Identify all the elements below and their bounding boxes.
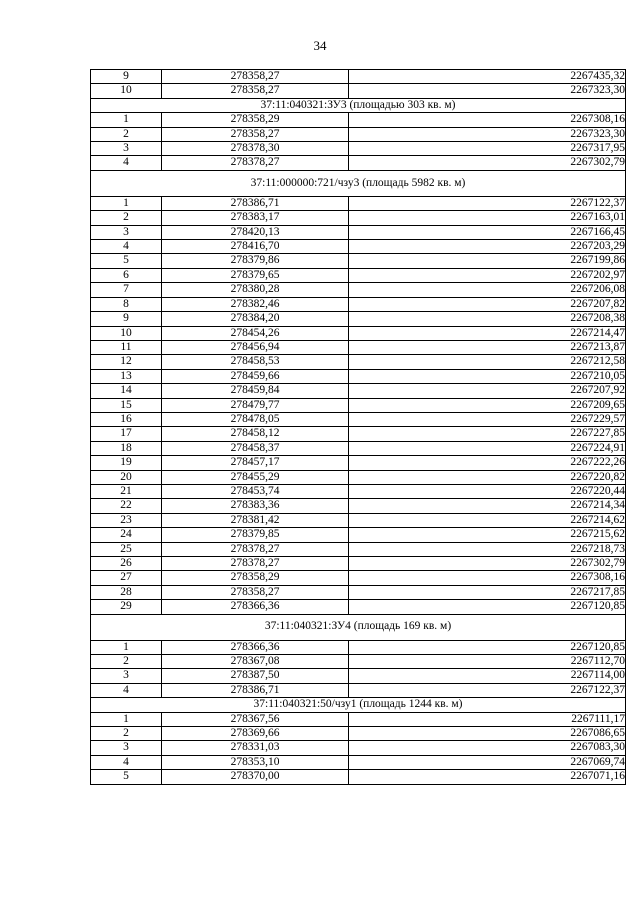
table-row (91, 254, 626, 268)
point-number-cell: 25 (91, 542, 162, 556)
y-coordinate-cell: 2267323,30 (349, 127, 626, 141)
x-coordinate-cell: 278378,27 (162, 557, 349, 571)
table-row (91, 355, 626, 369)
x-coordinate-cell: 278378,27 (162, 156, 349, 170)
point-number-cell: 1 (91, 196, 162, 210)
point-number-cell: 6 (91, 268, 162, 282)
x-coordinate-cell: 278370,00 (162, 770, 349, 784)
point-number-cell: 19 (91, 456, 162, 470)
x-coordinate-cell: 278367,08 (162, 655, 349, 669)
table-row (91, 669, 626, 683)
table-row (91, 268, 626, 282)
x-coordinate-cell: 278457,17 (162, 456, 349, 470)
table-row (91, 398, 626, 412)
x-coordinate-cell: 278458,37 (162, 441, 349, 455)
y-coordinate-cell: 2267122,37 (349, 196, 626, 210)
table-row (91, 283, 626, 297)
point-number-cell: 27 (91, 571, 162, 585)
x-coordinate-cell: 278379,86 (162, 254, 349, 268)
point-number-cell: 7 (91, 283, 162, 297)
section-header-row (91, 614, 626, 640)
point-number-cell: 12 (91, 355, 162, 369)
table-row (91, 225, 626, 239)
point-number-cell: 10 (91, 84, 162, 98)
x-coordinate-cell: 278386,71 (162, 683, 349, 697)
x-coordinate-cell: 278378,30 (162, 142, 349, 156)
x-coordinate-cell: 278455,29 (162, 470, 349, 484)
x-coordinate-cell: 278459,66 (162, 369, 349, 383)
x-coordinate-cell: 278420,13 (162, 225, 349, 239)
table-row (91, 127, 626, 141)
y-coordinate-cell: 2267163,01 (349, 211, 626, 225)
y-coordinate-cell: 2267217,85 (349, 585, 626, 599)
table-row (91, 142, 626, 156)
y-coordinate-cell: 2267071,16 (349, 770, 626, 784)
x-coordinate-cell: 278369,66 (162, 727, 349, 741)
table-row (91, 427, 626, 441)
point-number-cell: 24 (91, 528, 162, 542)
y-coordinate-cell: 2267207,92 (349, 384, 626, 398)
x-coordinate-cell: 278478,05 (162, 412, 349, 426)
x-coordinate-cell: 278358,27 (162, 585, 349, 599)
x-coordinate-cell: 278366,36 (162, 600, 349, 614)
y-coordinate-cell: 2267218,73 (349, 542, 626, 556)
table-row (91, 542, 626, 556)
table-row (91, 484, 626, 498)
table-row (91, 326, 626, 340)
y-coordinate-cell: 2267199,86 (349, 254, 626, 268)
x-coordinate-cell: 278383,17 (162, 211, 349, 225)
point-number-cell: 4 (91, 755, 162, 769)
table-row (91, 470, 626, 484)
point-number-cell: 9 (91, 70, 162, 84)
y-coordinate-cell: 2267210,05 (349, 369, 626, 383)
x-coordinate-cell: 278453,74 (162, 484, 349, 498)
y-coordinate-cell: 2267112,70 (349, 655, 626, 669)
x-coordinate-cell: 278331,03 (162, 741, 349, 755)
y-coordinate-cell: 2267202,97 (349, 268, 626, 282)
page-number: 34 (313, 38, 327, 53)
point-number-cell: 1 (91, 640, 162, 654)
table-row (91, 456, 626, 470)
table-row (91, 557, 626, 571)
x-coordinate-cell: 278358,27 (162, 70, 349, 84)
point-number-cell: 4 (91, 156, 162, 170)
y-coordinate-cell: 2267203,29 (349, 240, 626, 254)
point-number-cell: 13 (91, 369, 162, 383)
table-row (91, 585, 626, 599)
table-row (91, 640, 626, 654)
y-coordinate-cell: 2267114,00 (349, 669, 626, 683)
x-coordinate-cell: 278454,26 (162, 326, 349, 340)
point-number-cell: 9 (91, 312, 162, 326)
table-row (91, 70, 626, 84)
x-coordinate-cell: 278358,29 (162, 113, 349, 127)
y-coordinate-cell: 2267302,79 (349, 557, 626, 571)
table-row (91, 755, 626, 769)
y-coordinate-cell: 2267229,57 (349, 412, 626, 426)
point-number-cell: 14 (91, 384, 162, 398)
point-number-cell: 1 (91, 113, 162, 127)
x-coordinate-cell: 278367,56 (162, 712, 349, 726)
y-coordinate-cell: 2267215,62 (349, 528, 626, 542)
point-number-cell: 2 (91, 727, 162, 741)
table-row (91, 655, 626, 669)
y-coordinate-cell: 2267308,16 (349, 113, 626, 127)
y-coordinate-cell: 2267227,85 (349, 427, 626, 441)
y-coordinate-cell: 2267120,85 (349, 640, 626, 654)
x-coordinate-cell: 278479,77 (162, 398, 349, 412)
x-coordinate-cell: 278358,29 (162, 571, 349, 585)
point-number-cell: 3 (91, 741, 162, 755)
y-coordinate-cell: 2267220,44 (349, 484, 626, 498)
point-number-cell: 2 (91, 127, 162, 141)
point-number-cell: 16 (91, 412, 162, 426)
coordinates-table-body (91, 70, 626, 785)
y-coordinate-cell: 2267120,85 (349, 600, 626, 614)
point-number-cell: 4 (91, 240, 162, 254)
point-number-cell: 5 (91, 254, 162, 268)
section-title: 37:11:000000:721/чзу3 (площадь 5982 кв. м) (91, 170, 626, 196)
y-coordinate-cell: 2267206,08 (349, 283, 626, 297)
point-number-cell: 20 (91, 470, 162, 484)
point-number-cell: 8 (91, 297, 162, 311)
x-coordinate-cell: 278458,12 (162, 427, 349, 441)
table-row (91, 741, 626, 755)
point-number-cell: 22 (91, 499, 162, 513)
x-coordinate-cell: 278386,71 (162, 196, 349, 210)
table-row (91, 297, 626, 311)
section-title: 37:11:040321:ЗУ3 (площадью 303 кв. м) (91, 98, 626, 112)
x-coordinate-cell: 278378,27 (162, 542, 349, 556)
x-coordinate-cell: 278358,27 (162, 84, 349, 98)
y-coordinate-cell: 2267069,74 (349, 755, 626, 769)
table-row (91, 340, 626, 354)
x-coordinate-cell: 278366,36 (162, 640, 349, 654)
y-coordinate-cell: 2267302,79 (349, 156, 626, 170)
point-number-cell: 28 (91, 585, 162, 599)
x-coordinate-cell: 278381,42 (162, 513, 349, 527)
table-row (91, 211, 626, 225)
point-number-cell: 17 (91, 427, 162, 441)
point-number-cell: 3 (91, 225, 162, 239)
x-coordinate-cell: 278353,10 (162, 755, 349, 769)
table-row (91, 571, 626, 585)
section-title: 37:11:040321:ЗУ4 (площадь 169 кв. м) (91, 614, 626, 640)
y-coordinate-cell: 2267207,82 (349, 297, 626, 311)
table-row (91, 384, 626, 398)
y-coordinate-cell: 2267222,26 (349, 456, 626, 470)
table-row (91, 683, 626, 697)
x-coordinate-cell: 278382,46 (162, 297, 349, 311)
y-coordinate-cell: 2267308,16 (349, 571, 626, 585)
y-coordinate-cell: 2267435,32 (349, 70, 626, 84)
point-number-cell: 10 (91, 326, 162, 340)
y-coordinate-cell: 2267214,34 (349, 499, 626, 513)
x-coordinate-cell: 278459,84 (162, 384, 349, 398)
point-number-cell: 3 (91, 669, 162, 683)
table-row (91, 441, 626, 455)
table-row (91, 712, 626, 726)
x-coordinate-cell: 278379,85 (162, 528, 349, 542)
y-coordinate-cell: 2267213,87 (349, 340, 626, 354)
x-coordinate-cell: 278358,27 (162, 127, 349, 141)
section-header-row (91, 170, 626, 196)
table-row (91, 369, 626, 383)
point-number-cell: 21 (91, 484, 162, 498)
table-row (91, 312, 626, 326)
table-row (91, 156, 626, 170)
point-number-cell: 5 (91, 770, 162, 784)
point-number-cell: 2 (91, 211, 162, 225)
x-coordinate-cell: 278383,36 (162, 499, 349, 513)
section-title: 37:11:040321:50/чзу1 (площадь 1244 кв. м) (91, 698, 626, 712)
point-number-cell: 11 (91, 340, 162, 354)
table-row (91, 770, 626, 784)
y-coordinate-cell: 2267317,95 (349, 142, 626, 156)
table-row (91, 528, 626, 542)
x-coordinate-cell: 278456,94 (162, 340, 349, 354)
x-coordinate-cell: 278387,50 (162, 669, 349, 683)
table-row (91, 412, 626, 426)
table-row (91, 727, 626, 741)
table-row (91, 513, 626, 527)
point-number-cell: 29 (91, 600, 162, 614)
coordinates-table (90, 69, 626, 785)
table-row (91, 84, 626, 98)
point-number-cell: 15 (91, 398, 162, 412)
y-coordinate-cell: 2267122,37 (349, 683, 626, 697)
point-number-cell: 2 (91, 655, 162, 669)
y-coordinate-cell: 2267111,17 (349, 712, 626, 726)
point-number-cell: 26 (91, 557, 162, 571)
table-row (91, 196, 626, 210)
y-coordinate-cell: 2267323,30 (349, 84, 626, 98)
point-number-cell: 18 (91, 441, 162, 455)
x-coordinate-cell: 278416,70 (162, 240, 349, 254)
table-row (91, 113, 626, 127)
table-row (91, 600, 626, 614)
x-coordinate-cell: 278380,28 (162, 283, 349, 297)
y-coordinate-cell: 2267212,58 (349, 355, 626, 369)
point-number-cell: 1 (91, 712, 162, 726)
y-coordinate-cell: 2267208,38 (349, 312, 626, 326)
x-coordinate-cell: 278384,20 (162, 312, 349, 326)
x-coordinate-cell: 278379,65 (162, 268, 349, 282)
y-coordinate-cell: 2267086,65 (349, 727, 626, 741)
y-coordinate-cell: 2267209,65 (349, 398, 626, 412)
y-coordinate-cell: 2267166,45 (349, 225, 626, 239)
point-number-cell: 3 (91, 142, 162, 156)
table-row (91, 240, 626, 254)
y-coordinate-cell: 2267224,91 (349, 441, 626, 455)
y-coordinate-cell: 2267220,82 (349, 470, 626, 484)
section-header-row (91, 98, 626, 112)
y-coordinate-cell: 2267214,47 (349, 326, 626, 340)
x-coordinate-cell: 278458,53 (162, 355, 349, 369)
y-coordinate-cell: 2267083,30 (349, 741, 626, 755)
y-coordinate-cell: 2267214,62 (349, 513, 626, 527)
table-row (91, 499, 626, 513)
point-number-cell: 4 (91, 683, 162, 697)
section-header-row (91, 698, 626, 712)
point-number-cell: 23 (91, 513, 162, 527)
